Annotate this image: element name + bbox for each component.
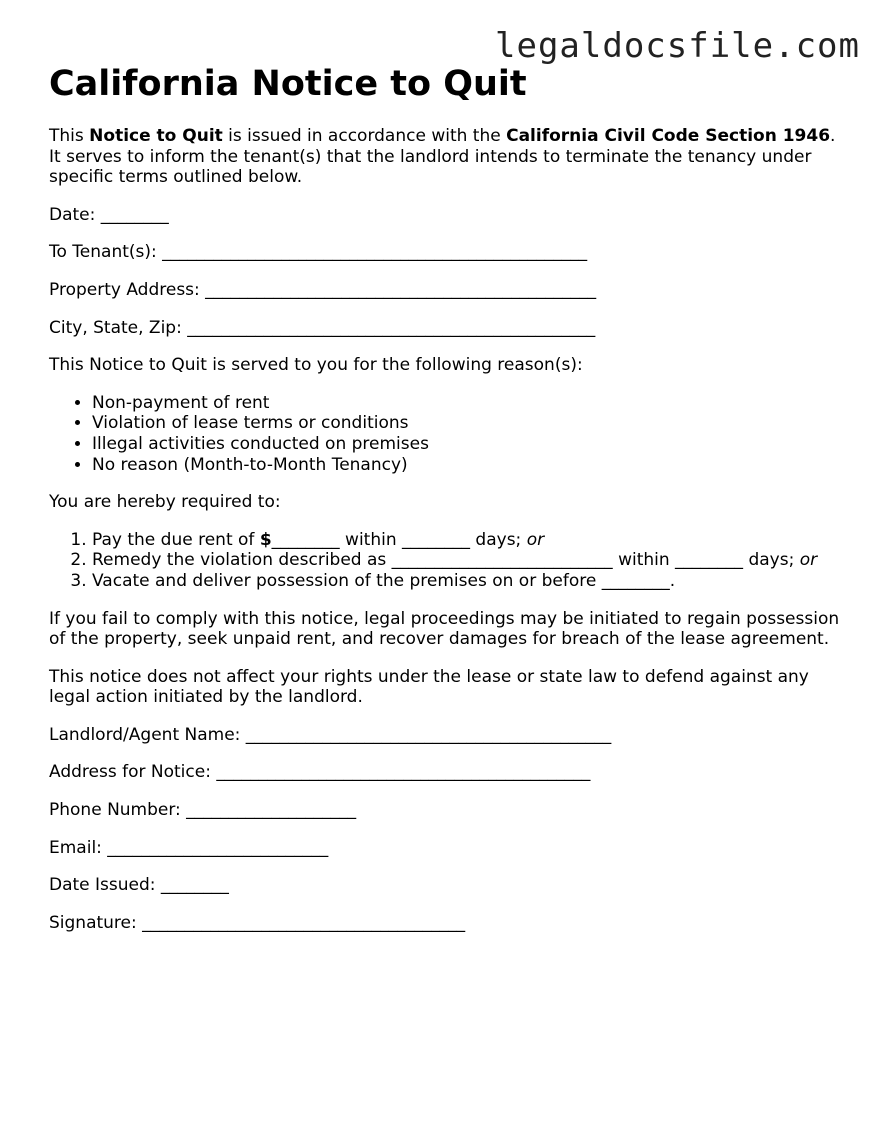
city-state-zip-field: City, State, Zip: ________________________________________________	[49, 317, 596, 338]
list-item: • Violation of lease terms or conditions	[92, 413, 849, 434]
intro-paragraph	[49, 126, 849, 188]
intro-bold-code: California Civil Code Section 1946	[506, 126, 831, 146]
date-issued-field: Date Issued: ________	[49, 875, 229, 896]
email-field: Email: __________________________	[49, 837, 329, 858]
document-body	[49, 62, 849, 933]
requirement-remedy	[92, 550, 849, 571]
requirement-pay-rent	[92, 530, 849, 551]
requirements-intro: You are hereby required to:	[49, 492, 281, 513]
intro-mid: is issued in accordance with the	[222, 126, 507, 146]
rights-paragraph: This notice does not affect your rights under the lease or state law to defend against any legal action initiated by the landlord.	[49, 666, 809, 708]
property-address-field: Property Address: ______________________________________________	[49, 279, 597, 300]
reasons-intro: This Notice to Quit is served to you for the following reason(s):	[49, 355, 583, 376]
req3-text: Vacate and deliver possession of the premises on or before ________.	[92, 570, 676, 591]
landlord-name-field: Landlord/Agent Name: ___________________________________________	[49, 724, 612, 745]
req1-or: or	[526, 529, 545, 550]
req1-dollar: $	[259, 529, 272, 550]
reasons-list	[49, 393, 849, 475]
watermark-text: legaldocsfile.com	[495, 26, 860, 66]
req1-pre: Pay the due rent of	[92, 529, 260, 550]
consequence-paragraph: If you fail to comply with this notice, legal proceedings may be initiated to regain possession of the property, seek unpaid rent, and recover damages for breach of the lease agreement.	[49, 608, 840, 650]
intro-bold-notice: Notice to Quit	[89, 126, 223, 146]
req1-post: ________ within ________ days;	[271, 529, 527, 550]
signature-field: Signature: ______________________________________	[49, 912, 466, 933]
req2-text: Remedy the violation described as __________________________ within ________ days;	[92, 550, 800, 571]
document-title: California Notice to Quit	[49, 64, 527, 104]
intro-post: . It serves to inform the tenant(s) that the landlord intends to terminate the tenancy under specific terms outlined below.	[49, 126, 836, 188]
list-item: • Illegal activities conducted on premises	[92, 434, 849, 455]
req2-or: or	[799, 550, 818, 571]
phone-field: Phone Number: ____________________	[49, 800, 357, 821]
tenants-field: To Tenant(s): __________________________________________________	[49, 242, 588, 263]
list-item: • Non-payment of rent	[92, 393, 849, 414]
requirements-list	[49, 530, 849, 592]
requirement-vacate	[92, 571, 849, 592]
date-field: Date: ________	[49, 204, 169, 225]
notice-address-field: Address for Notice: ____________________________________________	[49, 762, 591, 783]
intro-pre: This	[49, 126, 90, 146]
list-item: • No reason (Month-to-Month Tenancy)	[92, 455, 849, 476]
